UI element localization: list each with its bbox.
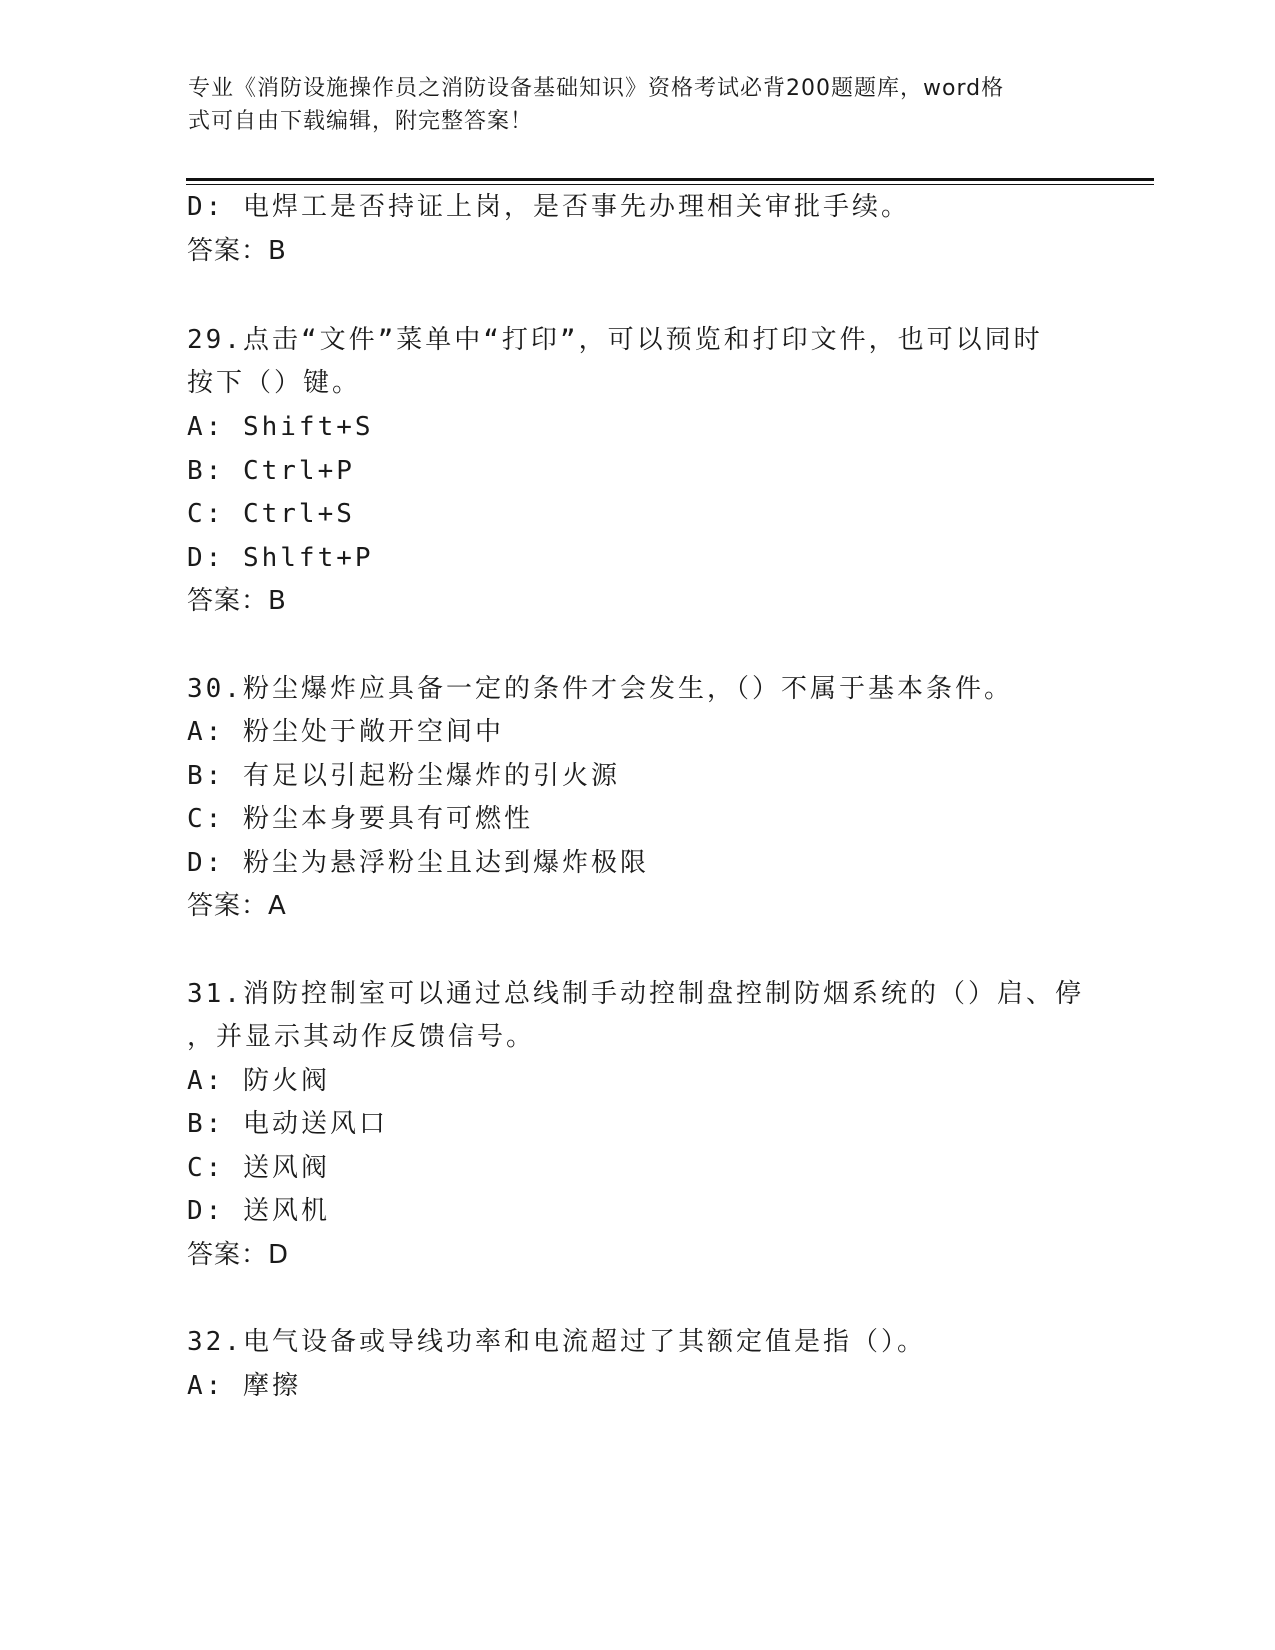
q29-option-a: A: Shift+S xyxy=(187,412,374,442)
header-rule-thick xyxy=(186,178,1154,181)
q29-option-c: C: Ctrl+S xyxy=(187,499,355,529)
q29-option-d: D: Shlft+P xyxy=(187,543,374,573)
q30-option-b: B: 有足以引起粉尘爆炸的引火源 xyxy=(187,761,620,791)
q31-answer: 答案：D xyxy=(187,1240,290,1270)
header-line-1: 专业《消防设施操作员之消防设备基础知识》资格考试必背200题题库，word格 xyxy=(188,76,1005,101)
q31-stem-line-1: 31.消防控制室可以通过总线制手动控制盘控制防烟系统的（）启、停 xyxy=(187,979,1084,1009)
prev-option-d: D: 电焊工是否持证上岗，是否事先办理相关审批手续。 xyxy=(187,192,910,222)
q31-option-a: A: 防火阀 xyxy=(187,1066,330,1096)
q29-option-b: B: Ctrl+P xyxy=(187,456,355,486)
q30-option-c: C: 粉尘本身要具有可燃性 xyxy=(187,804,533,834)
q31-option-d: D: 送风机 xyxy=(187,1196,330,1226)
header-line-2: 式可自由下载编辑，附完整答案！ xyxy=(188,109,534,134)
q31-option-c: C: 送风阀 xyxy=(187,1153,330,1183)
q32-stem-line-1: 32.电气设备或导线功率和电流超过了其额定值是指（）。 xyxy=(187,1327,926,1357)
q30-option-a: A: 粉尘处于敞开空间中 xyxy=(187,717,504,747)
q32-option-a: A: 摩擦 xyxy=(187,1371,301,1401)
q29-stem-line-2: 按下（）键。 xyxy=(187,368,362,398)
document-header xyxy=(188,72,1068,138)
q29-answer: 答案：B xyxy=(187,586,287,616)
q30-stem-line-1: 30.粉尘爆炸应具备一定的条件才会发生，（）不属于基本条件。 xyxy=(187,674,1013,704)
header-rule-thin xyxy=(186,184,1154,185)
q31-stem-line-2: ，并显示其动作反馈信号。 xyxy=(187,1022,536,1052)
q30-answer: 答案：A xyxy=(187,891,287,921)
q30-option-d: D: 粉尘为悬浮粉尘且达到爆炸极限 xyxy=(187,848,649,878)
q31-option-b: B: 电动送风口 xyxy=(187,1109,388,1139)
prev-answer: 答案：B xyxy=(187,236,287,266)
q29-stem-line-1: 29.点击“文件”菜单中“打印”，可以预览和打印文件，也可以同时 xyxy=(187,325,1043,355)
